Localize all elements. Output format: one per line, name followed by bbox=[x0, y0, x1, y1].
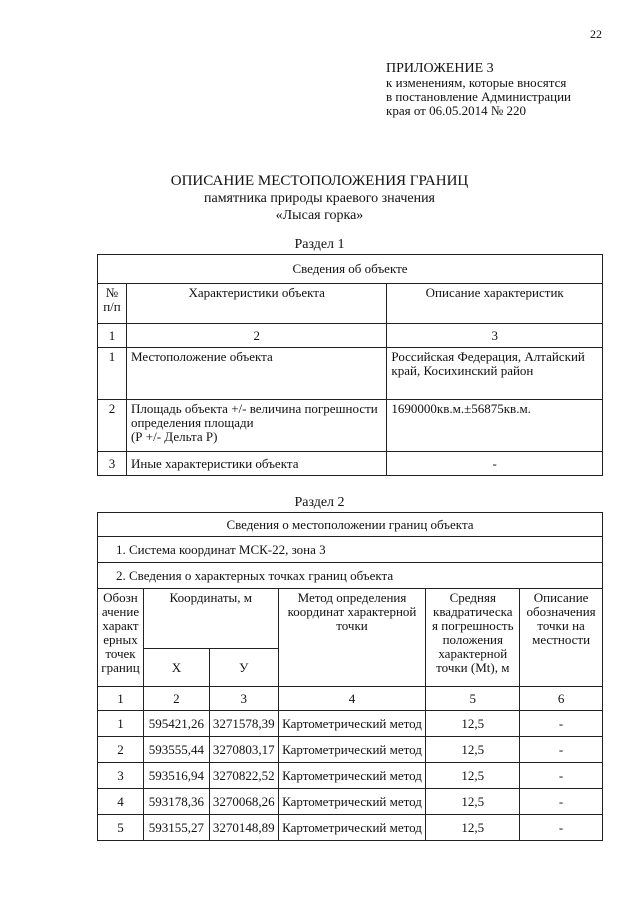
cell-point: 2 bbox=[98, 737, 144, 763]
cell-error: 12,5 bbox=[426, 737, 520, 763]
cell-method: Картометрический метод bbox=[278, 711, 426, 737]
section1-table bbox=[97, 254, 603, 476]
cell-error: 12,5 bbox=[426, 763, 520, 789]
section2-caption: Сведения о местоположении границ объекта bbox=[98, 513, 603, 537]
cell-location: - bbox=[520, 789, 603, 815]
cell-y: 3271578,39 bbox=[209, 711, 278, 737]
cell-location: - bbox=[520, 711, 603, 737]
cell-y: 3270822,52 bbox=[209, 763, 278, 789]
row-char bbox=[126, 400, 386, 452]
row-char: Местоположение объекта bbox=[126, 348, 386, 400]
header-desc: Описание характеристик bbox=[387, 284, 603, 324]
title-line-3: «Лысая горка» bbox=[275, 208, 364, 223]
row-num: 1 bbox=[98, 348, 127, 400]
table-row bbox=[98, 711, 603, 737]
cell-x: 593178,36 bbox=[143, 789, 209, 815]
appendix-line-2: в постановление Администрации bbox=[386, 89, 572, 104]
row-desc: - bbox=[387, 452, 603, 476]
section2-table bbox=[97, 512, 603, 841]
section1-caption: Сведения об объекте bbox=[98, 255, 603, 284]
appendix-line-3: края от 06.05.2014 № 220 bbox=[386, 103, 526, 118]
header-location: Описание обозначения точки на местности bbox=[520, 589, 603, 687]
header-coords: Координаты, м bbox=[143, 589, 278, 649]
row-desc: Российская Федерация, Алтайский край, Косихинский район bbox=[387, 348, 603, 400]
cell-point: 1 bbox=[98, 711, 144, 737]
header-error: Средняя квадратическа я погрешность положения характерной точки (Мt), м bbox=[426, 589, 520, 687]
page-number: 22 bbox=[590, 27, 602, 41]
appendix-line-1: к изменениям, которые вносятся bbox=[386, 75, 567, 90]
index-cell: 3 bbox=[387, 324, 603, 348]
table-row bbox=[98, 763, 603, 789]
appendix-title: ПРИЛОЖЕНИЕ 3 bbox=[386, 61, 494, 76]
cell-x: 593155,27 bbox=[143, 815, 209, 841]
title-line-2: памятника природы краевого значения bbox=[203, 191, 435, 206]
section1-label: Раздел 1 bbox=[294, 237, 345, 252]
row-char-formula: (Р +/- Дельта Р) bbox=[130, 429, 218, 444]
header-y: У bbox=[209, 649, 278, 687]
table-row bbox=[98, 789, 603, 815]
index-cell: 1 bbox=[98, 324, 127, 348]
points-info-line: 2. Сведения о характерных точках границ объекта bbox=[98, 563, 603, 589]
cell-x: 593555,44 bbox=[143, 737, 209, 763]
index-cell: 5 bbox=[426, 687, 520, 711]
table-row bbox=[98, 348, 603, 400]
cell-location: - bbox=[520, 815, 603, 841]
header-x: Х bbox=[143, 649, 209, 687]
cell-error: 12,5 bbox=[426, 815, 520, 841]
cell-x: 595421,26 bbox=[143, 711, 209, 737]
row-char: Иные характеристики объекта bbox=[126, 452, 386, 476]
cell-point: 3 bbox=[98, 763, 144, 789]
section2-label: Раздел 2 bbox=[294, 495, 345, 510]
header-num: № п/п bbox=[98, 284, 127, 324]
header-char: Характеристики объекта bbox=[126, 284, 386, 324]
table-row bbox=[98, 815, 603, 841]
cell-location: - bbox=[520, 737, 603, 763]
header-method: Метод определения координат характерной точки bbox=[278, 589, 426, 687]
index-cell: 3 bbox=[209, 687, 278, 711]
cell-y: 3270803,17 bbox=[209, 737, 278, 763]
cell-location: - bbox=[520, 763, 603, 789]
index-cell: 2 bbox=[126, 324, 386, 348]
cell-y: 3270068,26 bbox=[209, 789, 278, 815]
index-cell: 1 bbox=[98, 687, 144, 711]
cell-method: Картометрический метод bbox=[278, 763, 426, 789]
index-cell: 4 bbox=[278, 687, 426, 711]
row-num: 3 bbox=[98, 452, 127, 476]
cell-method: Картометрический метод bbox=[278, 737, 426, 763]
row-desc: 1690000кв.м.±56875кв.м. bbox=[387, 400, 603, 452]
appendix-block bbox=[386, 62, 571, 118]
document-title bbox=[0, 173, 639, 224]
coord-system-line: 1. Система координат МСК-22, зона 3 bbox=[98, 537, 603, 563]
index-cell: 6 bbox=[520, 687, 603, 711]
index-cell: 2 bbox=[143, 687, 209, 711]
cell-y: 3270148,89 bbox=[209, 815, 278, 841]
table-row bbox=[98, 737, 603, 763]
table-row bbox=[98, 452, 603, 476]
header-point: Обозн ачение характ ерных точек границ bbox=[98, 589, 144, 687]
cell-point: 4 bbox=[98, 789, 144, 815]
cell-method: Картометрический метод bbox=[278, 815, 426, 841]
table-row bbox=[98, 400, 603, 452]
cell-error: 12,5 bbox=[426, 789, 520, 815]
title-line-1: ОПИСАНИЕ МЕСТОПОЛОЖЕНИЯ ГРАНИЦ bbox=[170, 173, 469, 189]
cell-method: Картометрический метод bbox=[278, 789, 426, 815]
cell-error: 12,5 bbox=[426, 711, 520, 737]
row-num: 2 bbox=[98, 400, 127, 452]
row-char-text: Площадь объекта +/- величина погрешности определения площади bbox=[130, 401, 378, 430]
cell-x: 593516,94 bbox=[143, 763, 209, 789]
cell-point: 5 bbox=[98, 815, 144, 841]
